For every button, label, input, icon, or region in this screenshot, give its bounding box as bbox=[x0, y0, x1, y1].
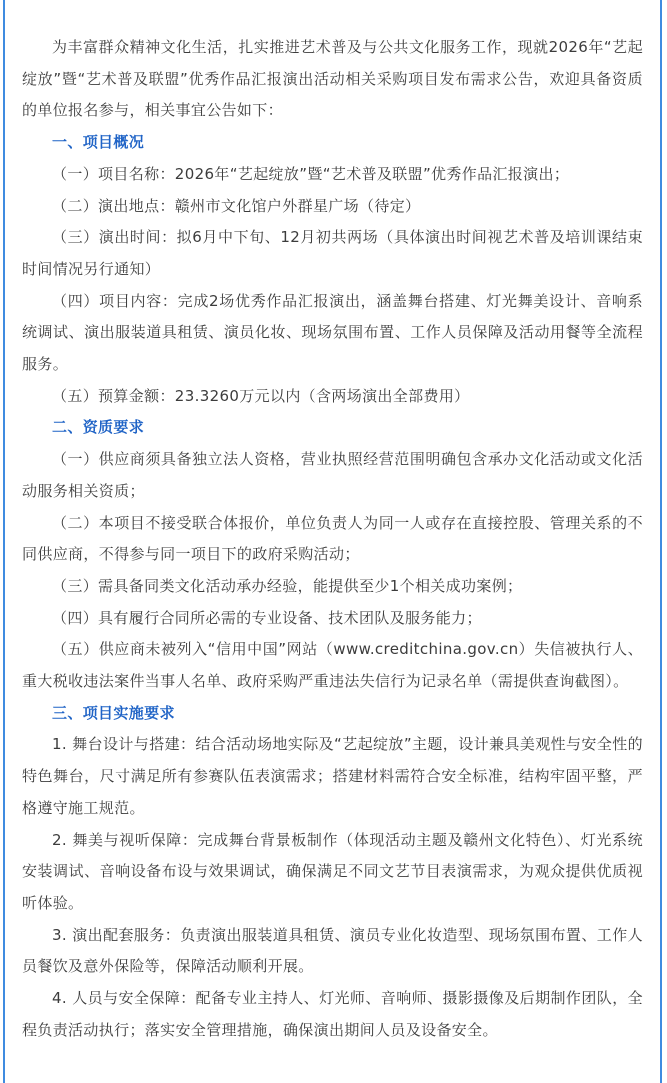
overview-item: （四）项目内容：完成2场优秀作品汇报演出，涵盖舞台搭建、灯光舞美设计、音响系统调试、演出服装道具租赁、演员化妆、现场氛围布置、工作人员保障及活动用餐等全流程服务。 bbox=[22, 291, 643, 374]
implementation-item: 1. 舞台设计与搭建：结合活动场地实际及“艺起绽放”主题，设计兼具美观性与安全性的特色舞台，尺寸满足所有参赛队伍表演需求；搭建材料需符合安全标准，结构牢固平整，严格遵守施工规范。 bbox=[22, 735, 643, 817]
intro-paragraph: 为丰富群众精神文化生活，扎实推进艺术普及与公共文化服务工作，现就2026年“艺起绽放”暨“艺术普及联盟”优秀作品汇报演出活动相关采购项目发布需求公告，欢迎具备资质的单位报名参与，相关事宜公告如下： bbox=[22, 38, 643, 120]
implementation-item: 4. 人员与安全保障：配备专业主持人、灯光师、音响师、摄影摄像及后期制作团队，全程负责活动执行；落实安全管理措施，确保演出期间人员及设备安全。 bbox=[22, 989, 643, 1039]
section-heading-overview: 一、项目概况 bbox=[52, 133, 145, 152]
overview-item: （二）演出地点：赣州市文化馆户外群星广场（待定） bbox=[52, 196, 421, 215]
overview-item: （一）项目名称：2026年“艺起绽放”暨“艺术普及联盟”优秀作品汇报演出； bbox=[52, 164, 570, 183]
section-heading-implementation: 三、项目实施要求 bbox=[52, 703, 175, 722]
implementation-item: 2. 舞美与视听保障：完成舞台背景板制作（体现活动主题及赣州文化特色）、灯光系统安装调试、音响设备布设与效果调试，确保满足不同文艺节目表演需求，为观众提供优质视听体验。 bbox=[22, 830, 643, 912]
implementation-item: 3. 演出配套服务：负责演出服装道具租赁、演员专业化妆造型、现场氛围布置、工作人员餐饮及意外保险等，保障活动顺利开展。 bbox=[22, 925, 643, 976]
section-heading-qualification: 二、资质要求 bbox=[52, 418, 145, 437]
qualification-item: （四）具有履行合同所必需的专业设备、技术团队及服务能力； bbox=[52, 608, 482, 627]
qualification-item: （二）本项目不接受联合体报价，单位负责人为同一人或存在直接控股、管理关系的不同供应商，不得参与同一项目下的政府采购活动； bbox=[22, 513, 643, 564]
qualification-item: （三）需具备同类文化活动承办经验，能提供至少1个相关成功案例； bbox=[52, 576, 523, 595]
qualification-item: （一）供应商须具备独立法人资格，营业执照经营范围明确包含承办文化活动或文化活动服务相关资质； bbox=[22, 450, 643, 500]
qualification-item: （五）供应商未被列入“信用中国”网站（www.creditchina.gov.cn）失信被执行人、重大税收违法案件当事人名单、政府采购严重违法失信行为记录名单（需提供查询截图）。 bbox=[22, 640, 643, 691]
announcement-body bbox=[22, 32, 643, 1047]
overview-item: （五）预算金额：23.3260万元以内（含两场演出全部费用） bbox=[52, 386, 470, 405]
overview-item: （三）演出时间：拟6月中下旬、12月初共两场（具体演出时间视艺术普及培训课结束时间情况另行通知） bbox=[22, 228, 643, 278]
